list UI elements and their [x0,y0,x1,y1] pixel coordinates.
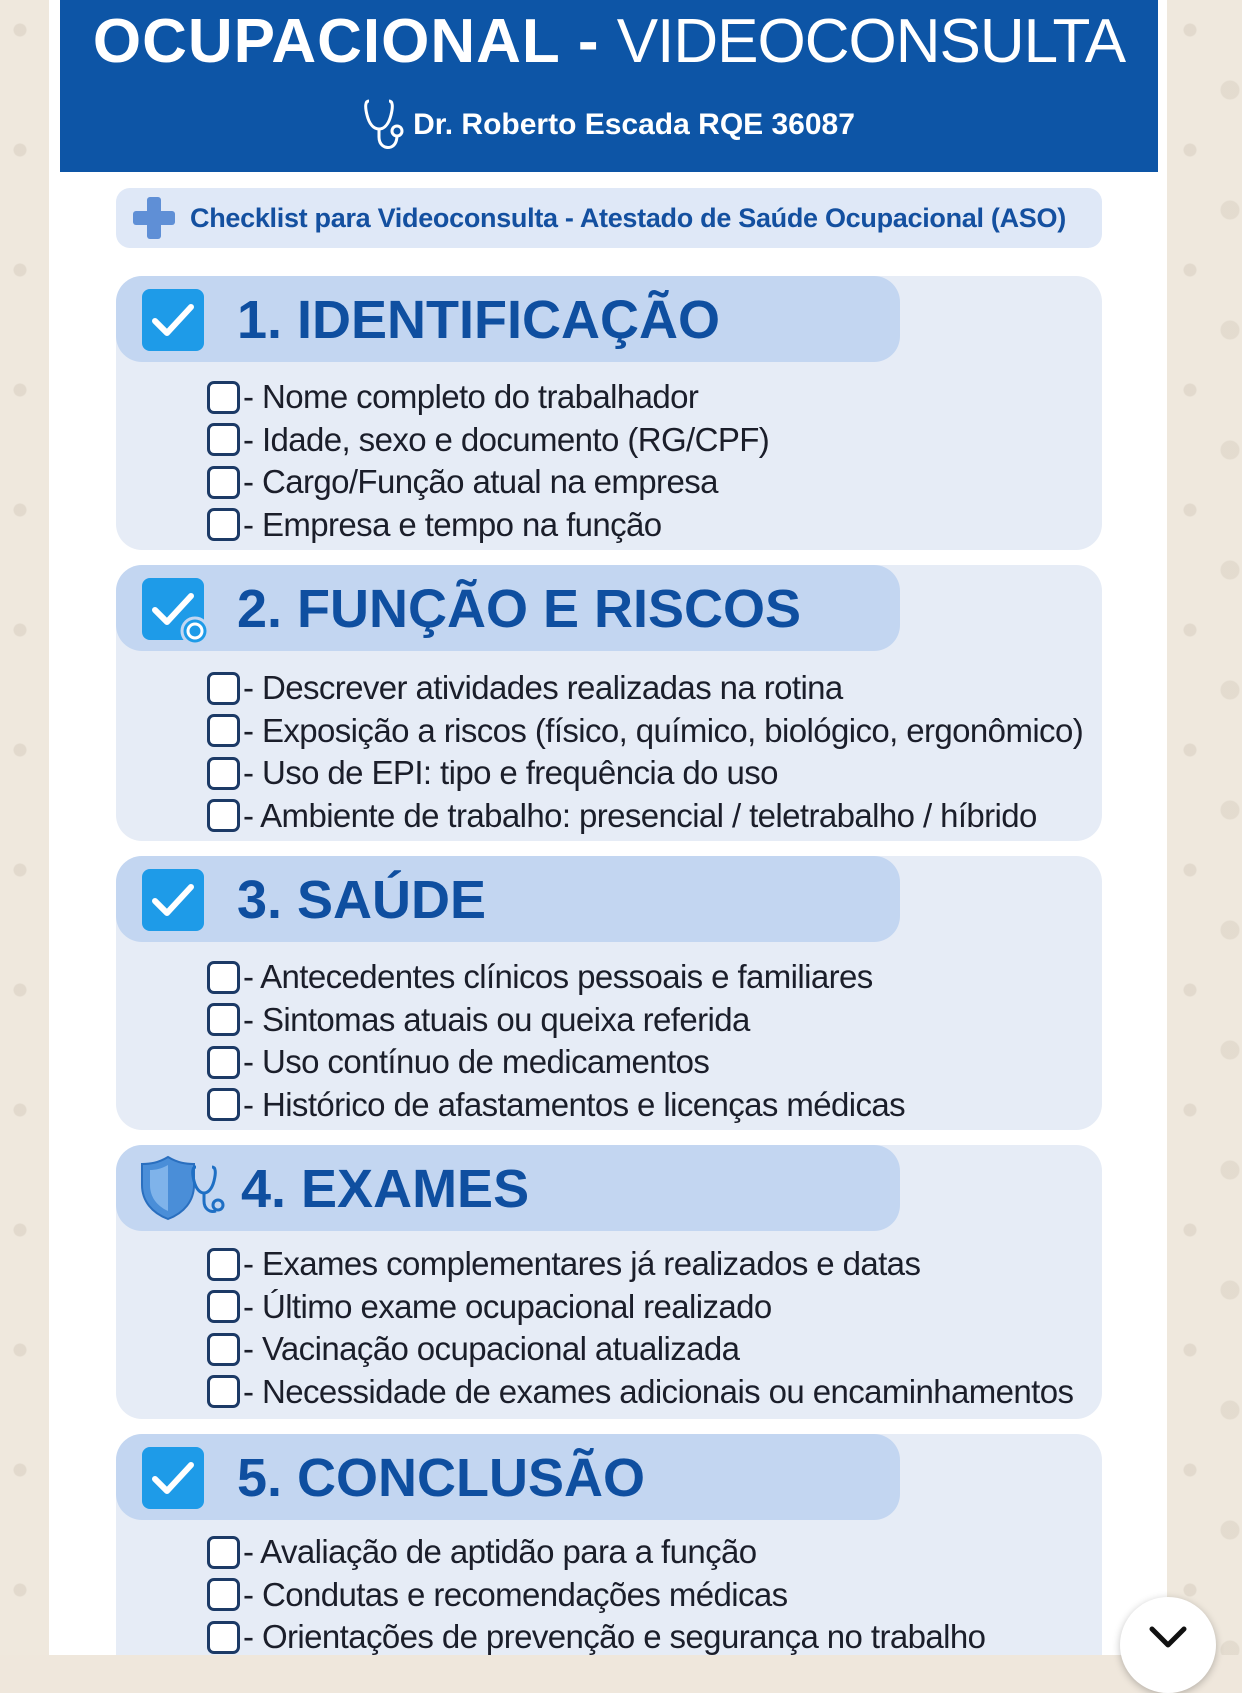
section-title: 4. EXAMES [241,1159,530,1219]
shield-stethoscope-icon [136,1153,226,1223]
item-text: - Exames complementares já realizados e datas [243,1245,921,1283]
check-box-icon [142,289,204,351]
checklist-item[interactable] [207,795,1083,838]
checklist-item[interactable] [207,504,769,547]
item-text: - Exposição a riscos (físico, químico, biológico, ergonômico) [243,711,1084,749]
checkbox[interactable] [207,757,240,790]
checklist-item[interactable] [207,1286,1073,1329]
checkbox[interactable] [207,423,240,456]
section-exames [116,1145,1102,1419]
scroll-down-button[interactable] [1120,1597,1216,1693]
section-saude [116,856,1102,1130]
checklist-item[interactable] [207,1574,985,1617]
page-title [60,6,1158,78]
checklist-item[interactable] [207,1531,985,1574]
section-header [116,565,900,651]
section-title: 3. SAÚDE [237,870,487,930]
checkbox[interactable] [207,1248,240,1281]
section-title: 5. CONCLUSÃO [237,1448,646,1508]
item-text: - Vacinação ocupacional atualizada [243,1330,740,1368]
item-text: - Descrever atividades realizadas na rotina [243,669,843,707]
medical-cross-icon [130,194,178,242]
checkbox[interactable] [207,799,240,832]
checkbox[interactable] [207,1375,240,1408]
checkbox[interactable] [207,1088,240,1121]
checklist-item[interactable] [207,1243,1073,1286]
check-box-icon [142,1447,204,1509]
checklist-item[interactable] [207,710,1083,753]
stethoscope-icon [363,97,405,153]
checklist-image[interactable] [49,0,1167,1655]
item-text: - Uso contínuo de medicamentos [243,1043,710,1081]
section-identificacao [116,276,1102,550]
checkbox[interactable] [207,1333,240,1366]
checkbox[interactable] [207,1536,240,1569]
checklist-item[interactable] [207,956,905,999]
checkbox[interactable] [207,1621,240,1654]
checklist-item[interactable] [207,461,769,504]
item-text: - Cargo/Função atual na empresa [243,463,718,501]
check-box-icon [142,869,204,931]
checklist-item[interactable] [207,667,1083,710]
doctor-name: Dr. Roberto Escada RQE 36087 [413,108,855,141]
section-header [116,856,900,942]
item-text: - Necessidade de exames adicionais ou encaminhamentos [243,1372,1074,1410]
item-text: - Último exame ocupacional realizado [243,1287,772,1325]
section-title: 2. FUNÇÃO E RISCOS [237,579,802,639]
header-banner [60,0,1158,172]
item-text: - Nome completo do trabalhador [243,378,699,416]
item-text: - Idade, sexo e documento (RG/CPF) [243,420,770,458]
item-text: - Empresa e tempo na função [243,505,662,543]
checkbox[interactable] [207,672,240,705]
checkbox[interactable] [207,508,240,541]
checklist-item[interactable] [207,1328,1073,1371]
section-header [116,1145,900,1231]
checklist-item[interactable] [207,1041,905,1084]
checkbox[interactable] [207,1003,240,1036]
checklist-item[interactable] [207,419,769,462]
doctor-line [60,95,1158,155]
title-light: VIDEOCONSULTA [616,7,1126,76]
checkbox[interactable] [207,1046,240,1079]
checkbox[interactable] [207,1290,240,1323]
checklist-item[interactable] [207,1084,905,1127]
section-header [116,1434,900,1520]
item-text: - Condutas e recomendações médicas [243,1575,788,1613]
banner-text: Checklist para Videoconsulta - Atestado de Saúde Ocupacional (ASO) [190,202,1066,233]
checklist-item[interactable] [207,376,769,419]
checklist-item[interactable] [207,1616,985,1655]
check-target-icon [142,578,210,646]
checklist-banner [116,188,1102,248]
item-text: - Sintomas atuais ou queixa referida [243,1000,750,1038]
section-funcao-riscos [116,565,1102,841]
checklist-item[interactable] [207,752,1083,795]
checkbox[interactable] [207,714,240,747]
checklist-item[interactable] [207,1371,1073,1414]
item-text: - Antecedentes clínicos pessoais e familiares [243,958,873,996]
title-bold: OCUPACIONAL - [92,7,600,76]
item-text: - Histórico de afastamentos e licenças médicas [243,1085,906,1123]
checkbox[interactable] [207,466,240,499]
checkbox[interactable] [207,381,240,414]
item-text: - Avaliação de aptidão para a função [243,1533,757,1571]
section-header [116,276,900,362]
checklist-item[interactable] [207,999,905,1042]
item-text: - Orientações de prevenção e segurança no trabalho [243,1618,986,1655]
item-text: - Ambiente de trabalho: presencial / teletrabalho / híbrido [243,796,1037,834]
checkbox[interactable] [207,961,240,994]
section-title: 1. IDENTIFICAÇÃO [237,290,721,350]
checkbox[interactable] [207,1578,240,1611]
chevron-down-icon [1148,1623,1188,1651]
item-text: - Uso de EPI: tipo e frequência do uso [243,754,778,792]
section-conclusao [116,1434,1102,1655]
